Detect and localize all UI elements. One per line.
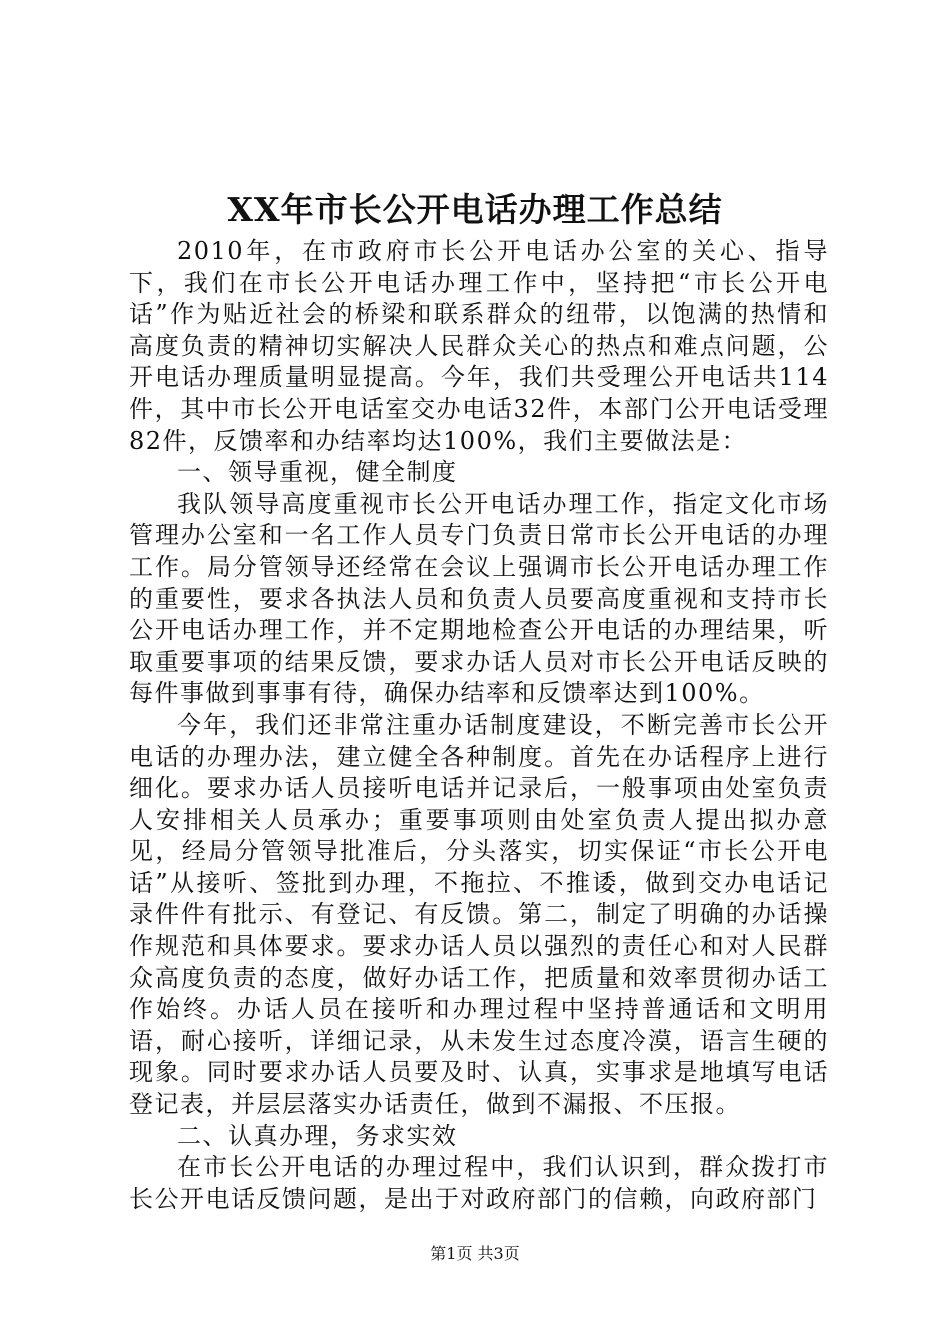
- paragraph-handling: 在市长公开电话的办理过程中，我们认识到，群众拨打市长公开电话反馈问题，是出于对政府部门的信赖，向政府部门: [129, 1153, 829, 1213]
- page-number-footer: 第1页 共3页: [430, 1244, 520, 1263]
- document-body: [129, 236, 829, 1215]
- paragraph-intro: 2010年，在市政府市长公开电话办公室的关心、指导下，我们在市长公开电话办理工作中，坚持把“市长公开电话”作为贴近社会的桥梁和联系群众的纽带，以饱满的热情和高度负责的精神切实解决人民群众关心的热点和难点问题，公开电话办理质量明显提高。今年，我们共受理公开电话共114件，其中市长公开电话室交办电话32件，本部门公开电话受理82件，反馈率和办结率均达100%，我们主要做法是：: [129, 237, 829, 455]
- paragraph-leadership: 我队领导高度重视市长公开电话办理工作，指定文化市场管理办公室和一名工作人员专门负责日常市长公开电话的办理工作。局分管领导还经常在会议上强调市长公开电话办理工作的重要性，要求各执法人员和负责人员要高度重视和支持市长公开电话办理工作，并不定期地检查公开电话的办理结果，听取重要事项的结果反馈，要求办话人员对市长公开电话反映的每件事做到事事有待，确保办结率和反馈率达到100%。: [129, 489, 829, 708]
- document-title: XX年市长公开电话办理工作总结: [227, 190, 723, 229]
- section-heading-2: 二、认真办理，务求实效: [177, 1121, 458, 1150]
- section-heading-1: 一、领导重视，健全制度: [177, 458, 458, 487]
- paragraph-system: 今年，我们还非常注重办话制度建设，不断完善市长公开电话的办理办法，建立健全各种制度。首先在办话程序上进行细化。要求办话人员接听电话并记录后，一般事项由处室负责人安排相关人员承办；重要事项则由处室负责人提出拟办意见，经局分管领导批准后，分头落实，切实保证“市长公开电话”从接听、签批到办理，不拖拉、不推诿，做到交办电话记录件件有批示、有登记、有反馈。第二，制定了明确的办话操作规范和具体要求。要求办话人员以强烈的责任心和对人民群众高度负责的态度，做好办话工作，把质量和效率贯彻办话工作始终。办话人员在接听和办理过程中坚持普通话和文明用语，耐心接听，详细记录，从未发生过态度冷漠，语言生硬的现象。同时要求办话人员要及时、认真，实事求是地填写电话登记表，并层层落实办话责任，做到不漏报、不压报。: [129, 710, 829, 1119]
